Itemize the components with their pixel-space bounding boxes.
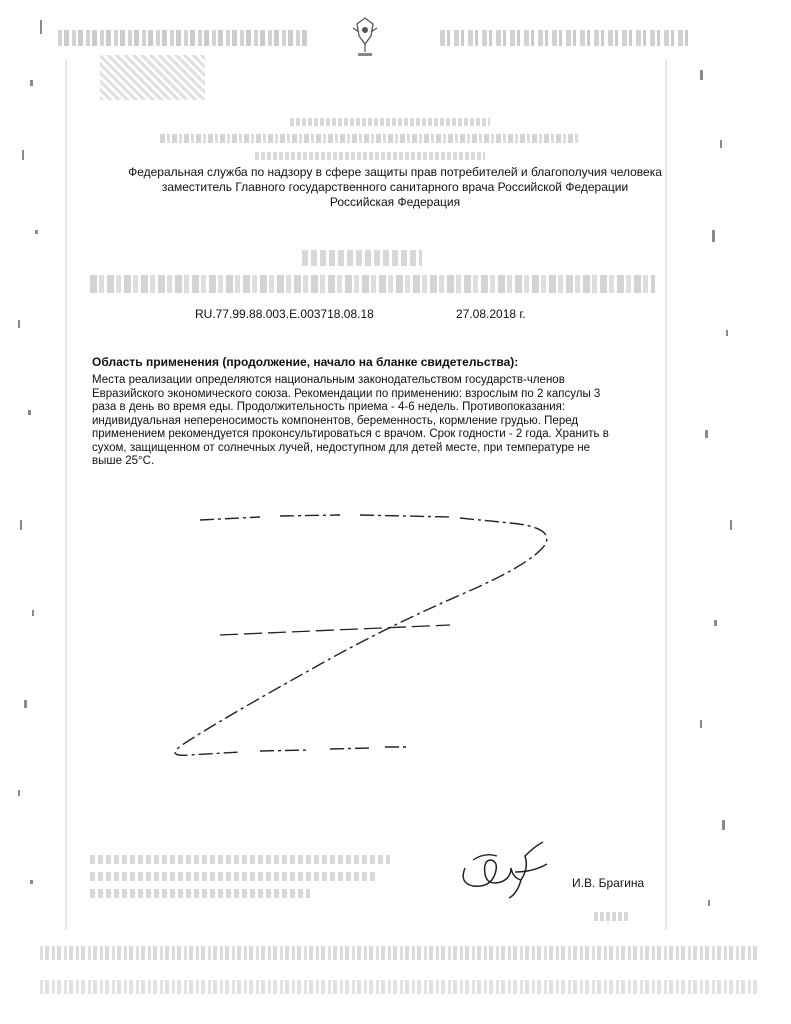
emblem-icon [345,14,385,60]
faint-header-line-3 [255,152,485,160]
header-line-2: заместитель Главного государственного санитарного врача Российской Федерации [161,180,629,194]
faint-page-mark [594,912,628,921]
cancellation-z-mark [160,505,580,775]
body-line: Места реализации определяются национальным законодательством государств-членов [92,374,565,386]
header-line-1: Федеральная служба по надзору в сфере защиты прав потребителей и благополучия человека [128,165,662,179]
faint-pattern-block [100,55,205,100]
bottom-scan-strip-2 [40,980,760,994]
signer-name: И.В. Брагина [572,876,645,890]
body-line: выше 25°С. [92,455,155,467]
faint-footer-line-3 [90,889,310,898]
faint-footer-line-2 [90,872,375,881]
body-line: сухом, защищенном от солнечных лучей, недоступном для детей месте, при температуре не [92,441,591,454]
section-body [92,374,652,469]
header-line-3: Российская Федерация [329,195,461,209]
body-line: индивидуальная непереносимость компонентов, беременность, кормление грудью. Перед [92,414,579,427]
faint-header-line-1 [290,118,490,126]
handwritten-signature [455,838,555,900]
body-line: раза в день во время еды. Продолжительность приема - 4-6 недель. Противопоказания: [92,401,566,413]
registration-number: RU.77.99.88.003.Е.003718.08.18 [195,307,374,321]
top-faint-strip-right [440,30,690,46]
faint-footer-line-1 [90,855,390,864]
body-line: применением рекомендуется проконсультироваться с врачом. Срок годности - 2 года. Хранить в [92,428,609,440]
faint-title-2 [90,275,655,293]
top-faint-strip-left [58,30,308,46]
section-heading: Область применения (продолжение, начало на бланке свидетельства): [92,355,519,369]
faint-title-1 [302,250,422,266]
bottom-scan-strip-1 [40,946,760,960]
body-line: Евразийского экономического союза. Рекомендации по применению: взрослым по 2 капсулы 3 [92,387,601,400]
registration-date: 27.08.2018 г. [456,307,526,321]
faint-header-line-2 [160,134,580,143]
